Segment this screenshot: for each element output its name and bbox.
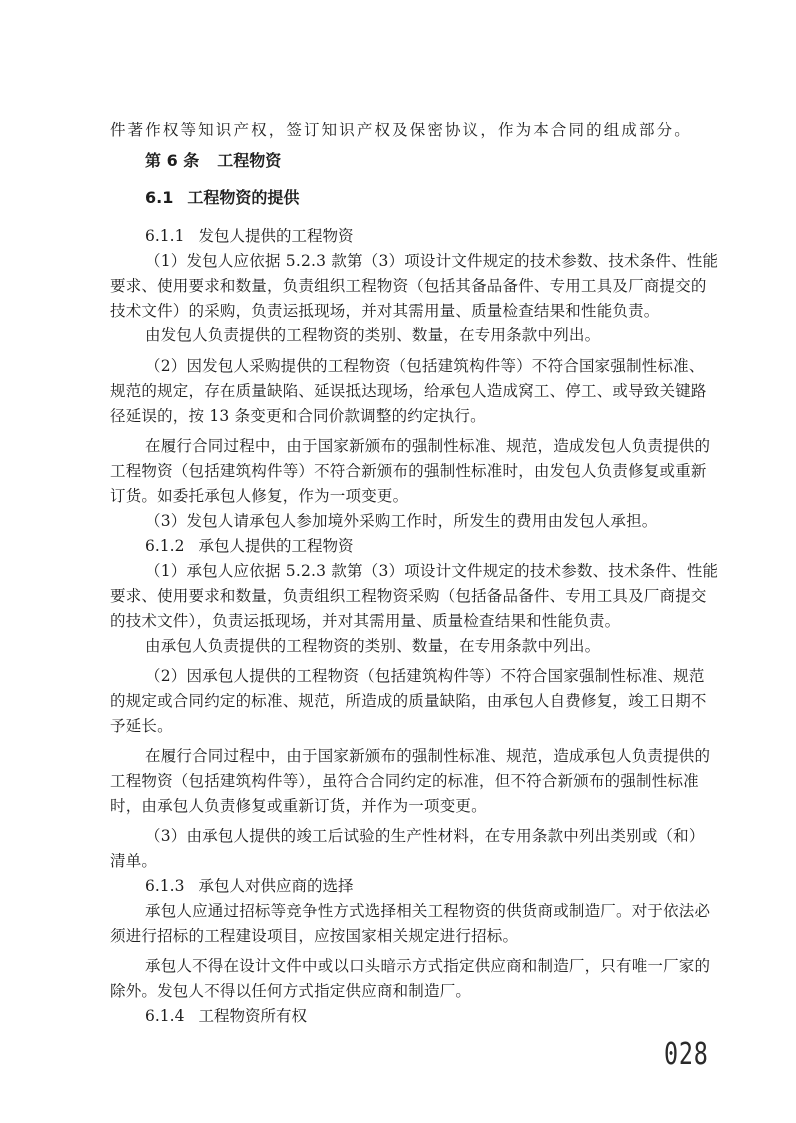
paragraph-line: 时，由承包人负责修复或重新订货，并作为一项变更。 — [110, 797, 487, 815]
paragraph-line: 径延误的，按 13 条变更和合同价款调整的约定执行。 — [110, 407, 486, 425]
subsection-number: 6.1.4 — [145, 1007, 185, 1025]
paragraph-line: （3）发包人请承包人参加境外采购工作时，所发生的费用由发包人承担。 — [145, 512, 658, 530]
subsection-heading-6-1-4 — [145, 1006, 307, 1026]
subsection-title: 工程物资所有权 — [198, 1007, 307, 1025]
subsection-heading-6-1-3 — [145, 876, 353, 896]
paragraph-line: 予延长。 — [110, 717, 173, 735]
paragraph-line: 由发包人负责提供的工程物资的类别、数量，在专用条款中列出。 — [145, 326, 601, 344]
paragraph-line: 要求、使用要求和数量，负责组织工程物资采购（包括备品备件、专用工具及厂商提交 — [110, 587, 707, 605]
page-number: 028 — [664, 1037, 709, 1072]
paragraph-line: 技术文件）的采购，负责运抵现场，并对其需用量、质量检查结果和性能负责。 — [110, 302, 660, 320]
paragraph-line: 工程物资（包括建筑构件等）不符合新颁布的强制性标准时，由发包人负责修复或重新 — [110, 462, 707, 480]
article-number: 第 6 条 — [145, 151, 200, 170]
paragraph-line: 的规定或合同约定的标准、规范，所造成的质量缺陷，由承包人自费修复，竣工日期不 — [110, 692, 707, 710]
subsection-heading-6-1-2 — [145, 536, 353, 556]
paragraph-line: 清单。 — [110, 852, 158, 870]
paragraph-line: 规范的规定，存在质量缺陷、延误抵达现场，给承包人造成窝工、停工、或导致关键路 — [110, 382, 707, 400]
paragraph-line: 订货。如委托承包人修复，作为一项变更。 — [110, 487, 409, 505]
paragraph-line: 由承包人负责提供的工程物资的类别、数量，在专用条款中列出。 — [145, 637, 601, 655]
paragraph-line: 在履行合同过程中，由于国家新颁布的强制性标准、规范，造成发包人负责提供的 — [145, 437, 711, 455]
subsection-title: 发包人提供的工程物资 — [198, 227, 354, 245]
paragraph-line: 在履行合同过程中，由于国家新颁布的强制性标准、规范，造成承包人负责提供的 — [145, 747, 711, 765]
paragraph-line: 工程物资（包括建筑构件等），虽符合合同约定的标准，但不符合新颁布的强制性标准 — [110, 772, 699, 790]
section-title: 工程物资的提供 — [187, 188, 300, 207]
paragraph-line: 须进行招标的工程建设项目，应按国家相关规定进行招标。 — [110, 927, 519, 945]
paragraph-line: 承包人应通过招标等竞争性方式选择相关工程物资的供货商或制造厂。对于依法必 — [145, 902, 711, 920]
subsection-title: 承包人提供的工程物资 — [198, 537, 354, 555]
paragraph-line: 除外。发包人不得以任何方式指定供应商和制造厂。 — [110, 982, 472, 1000]
article-heading — [145, 151, 281, 171]
section-heading — [145, 188, 299, 208]
subsection-number: 6.1.3 — [145, 877, 185, 895]
paragraph-line: （2）因发包人采购提供的工程物资（包括建筑构件等）不符合国家强制性标准、 — [145, 357, 705, 375]
paragraph-line: 的技术文件），负责运抵现场，并对其需用量、质量检查结果和性能负责。 — [110, 612, 621, 630]
subsection-heading-6-1-1 — [145, 226, 353, 246]
paragraph-line: （1）发包人应依据 5.2.3 款第（3）项设计文件规定的技术参数、技术条件、性能 — [145, 252, 719, 270]
paragraph-line: 承包人不得在设计文件中或以口头暗示方式指定供应商和制造厂，只有唯一厂家的 — [145, 957, 711, 975]
subsection-number: 6.1.2 — [145, 537, 185, 555]
paragraph-line: （2）因承包人提供的工程物资（包括建筑构件等）不符合国家强制性标准、规范 — [145, 667, 705, 685]
article-title: 工程物资 — [217, 151, 282, 170]
paragraph-line: 件著作权等知识产权，签订知识产权及保密协议，作为本合同的组成部分。 — [110, 121, 690, 139]
paragraph-line: （3）由承包人提供的竣工后试验的生产性材料，在专用条款中列出类别或（和） — [145, 827, 705, 845]
paragraph-line: 要求、使用要求和数量，负责组织工程物资（包括其备品备件、专用工具及厂商提交的 — [110, 277, 707, 295]
paragraph-line: （1）承包人应依据 5.2.3 款第（3）项设计文件规定的技术参数、技术条件、性能 — [145, 562, 719, 580]
subsection-number: 6.1.1 — [145, 227, 185, 245]
section-number: 6.1 — [145, 188, 174, 207]
subsection-title: 承包人对供应商的选择 — [198, 877, 354, 895]
